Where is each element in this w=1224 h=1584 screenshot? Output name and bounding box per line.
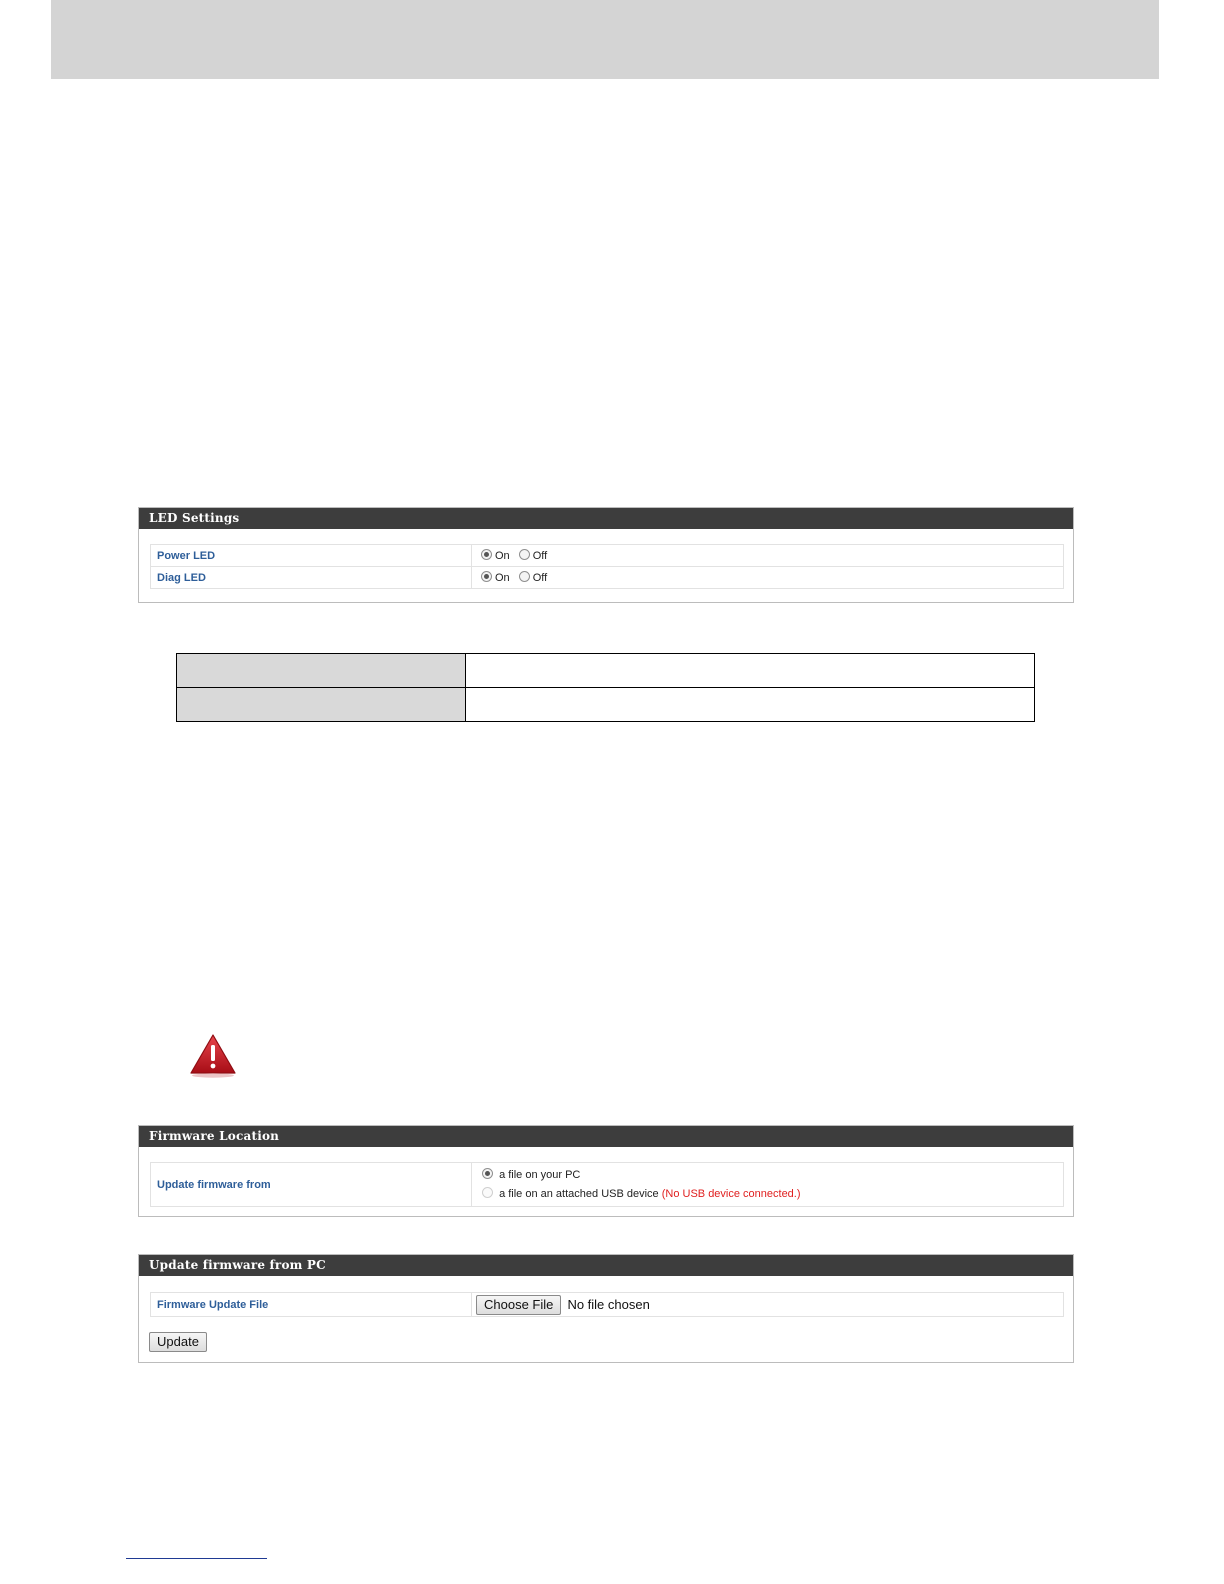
diag-led-off-label: Off (532, 572, 548, 584)
power-led-options (472, 545, 1064, 567)
firmware-file-input (472, 1293, 1064, 1317)
update-from-options (472, 1163, 1064, 1207)
footer-link-underline (126, 1558, 267, 1559)
option-pc-label: a file on your PC (499, 1168, 581, 1181)
option-pc-row (482, 1166, 1057, 1185)
firmware-file-row (151, 1293, 1064, 1317)
update-from-pc-panel (138, 1254, 1074, 1363)
update-from-row (151, 1163, 1064, 1207)
option-usb-row (482, 1185, 1057, 1204)
firmware-file-label: Firmware Update File (151, 1293, 472, 1317)
power-led-label: Power LED (151, 545, 472, 567)
led-settings-title: LED Settings (139, 508, 1073, 529)
firmware-location-table (150, 1162, 1064, 1207)
update-from-pc-title: Update firmware from PC (139, 1255, 1073, 1276)
led-settings-table (150, 544, 1064, 589)
update-from-pc-table (150, 1292, 1064, 1317)
diag-led-on-radio[interactable] (481, 571, 492, 582)
diag-led-row (151, 567, 1064, 589)
diag-led-off-radio[interactable] (519, 571, 530, 582)
diag-led-label: Diag LED (151, 567, 472, 589)
description-row (177, 654, 1035, 688)
description-cell-label (177, 688, 466, 722)
firmware-location-panel (138, 1125, 1074, 1217)
description-table (176, 653, 1035, 722)
description-cell-value (466, 654, 1035, 688)
page-header-band (51, 0, 1159, 79)
option-pc-radio[interactable] (482, 1168, 493, 1179)
description-row (177, 688, 1035, 722)
option-usb-radio[interactable] (482, 1187, 493, 1198)
description-cell-value (466, 688, 1035, 722)
file-status-text: No file chosen (567, 1296, 650, 1312)
option-usb-label: a file on an attached USB device (499, 1187, 659, 1200)
description-cell-label (177, 654, 466, 688)
power-led-row (151, 545, 1064, 567)
power-led-off-radio[interactable] (519, 549, 530, 560)
power-led-on-label: On (495, 550, 510, 562)
choose-file-button[interactable]: Choose File (476, 1295, 561, 1315)
update-button[interactable]: Update (149, 1332, 207, 1352)
diag-led-options (472, 567, 1064, 589)
warning-triangle-icon (189, 1033, 237, 1079)
usb-status-text: (No USB device connected.) (661, 1187, 801, 1200)
power-led-off-label: Off (532, 550, 548, 562)
power-led-on-radio[interactable] (481, 549, 492, 560)
diag-led-on-label: On (495, 572, 510, 584)
led-settings-panel (138, 507, 1074, 603)
update-from-label: Update firmware from (151, 1163, 472, 1207)
firmware-location-title: Firmware Location (139, 1126, 1073, 1147)
